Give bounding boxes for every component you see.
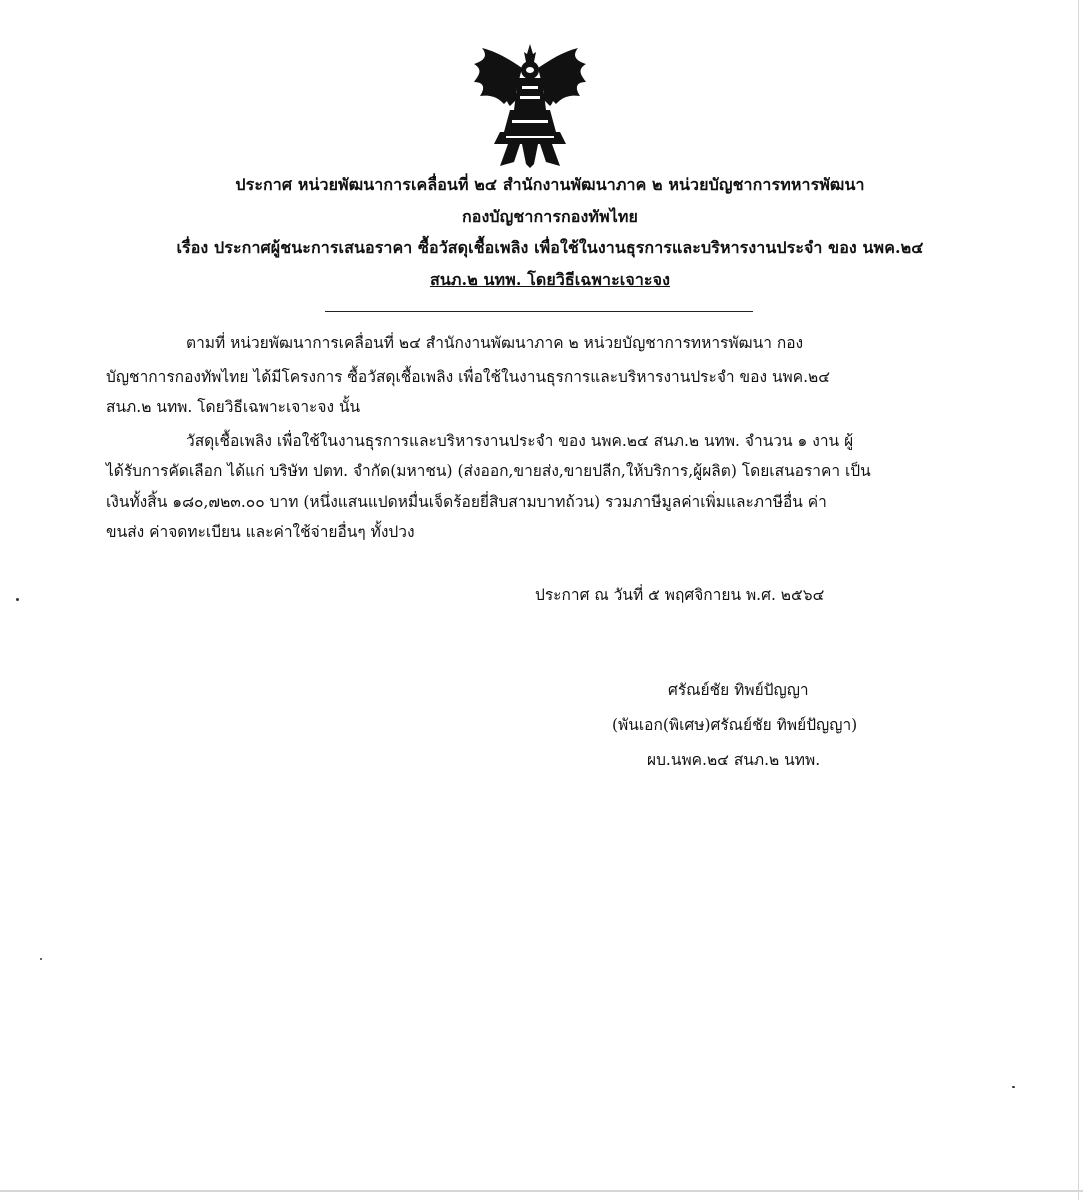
paragraph-1-line-1: ตามที่ หน่วยพัฒนาการเคลื่อนที่ ๒๔ สำนักงานพัฒนาภาค ๒ หน่วยบัญชาการทหารพัฒนา กอง (186, 334, 804, 352)
scan-edge-line (1078, 0, 1079, 1200)
announcement-title-line-1: ประกาศ หน่วยพัฒนาการเคลื่อนที่ ๒๔ สำนักงานพัฒนาภาค ๒ หน่วยบัญชาการทหารพัฒนา (235, 175, 865, 194)
announcement-subject-line-2-text: สนภ.๒ นทพ. โดยวิธีเฉพาะเจาะจง (429, 270, 671, 289)
signature-full-name: (พันเอก(พิเศษ)ศรัณย์ชัย ทิพย์ปัญญา) (612, 716, 858, 734)
scan-speck (1012, 1086, 1015, 1088)
paragraph-2-line-2: ได้รับการคัดเลือก ได้แก่ บริษัท ปตท. จำกัด(มหาชน) (ส่งออก,ขายส่ง,ขายปลีก,ให้บริการ,ผู้ผลิต) โดยเสนอราคา เป็น (106, 462, 871, 480)
paragraph-1-line-2: บัญชาการกองทัพไทย ได้มีโครงการ ซื้อวัสดุเชื้อเพลิง เพื่อใช้ในงานธุรการและบริหารงานประจำ ของ นพค.๒๔ (106, 368, 830, 386)
announcement-title-line-2: กองบัญชาการกองทัพไทย (462, 207, 638, 226)
announcement-date: ประกาศ ณ วันที่ ๕ พฤศจิกายน พ.ศ. ๒๕๖๔ (535, 586, 825, 604)
signature-name: ศรัณย์ชัย ทิพย์ปัญญา (668, 681, 809, 699)
paragraph-1-line-3: สนภ.๒ นทพ. โดยวิธีเฉพาะเจาะจง นั้น (106, 398, 361, 416)
paragraph-2-line-4: ขนส่ง ค่าจดทะเบียน และค่าใช้จ่ายอื่นๆ ทั้งปวง (106, 523, 415, 541)
signature-position: ผบ.นพค.๒๔ สนภ.๒ นทพ. (647, 751, 821, 769)
announcement-subject-line-1: เรื่อง ประกาศผู้ชนะการเสนอราคา ซื้อวัสดุเชื้อเพลิง เพื่อใช้ในงานธุรการและบริหารงานประจำ ของ นพค.๒๔ (176, 238, 924, 257)
garuda-emblem-icon (470, 40, 590, 168)
scan-speck (16, 598, 19, 601)
scan-edge-line (0, 1190, 1083, 1192)
paragraph-2-line-1: วัสดุเชื้อเพลิง เพื่อใช้ในงานธุรการและบริหารงานประจำ ของ นพค.๒๔ สนภ.๒ นทพ. จำนวน ๑ งาน ผู้ (186, 432, 854, 450)
header-divider (325, 311, 753, 312)
scan-speck (40, 958, 42, 960)
paragraph-2-line-3: เงินทั้งสิ้น ๑๘๐,๗๒๓.๐๐ บาท (หนึ่งแสนแปดหมื่นเจ็ดร้อยยี่สิบสามบาทถ้วน) รวมภาษีมูลค่าเพิ่มและภาษีอื่น ค่า (106, 493, 827, 511)
announcement-subject-line-2 (100, 268, 1000, 293)
